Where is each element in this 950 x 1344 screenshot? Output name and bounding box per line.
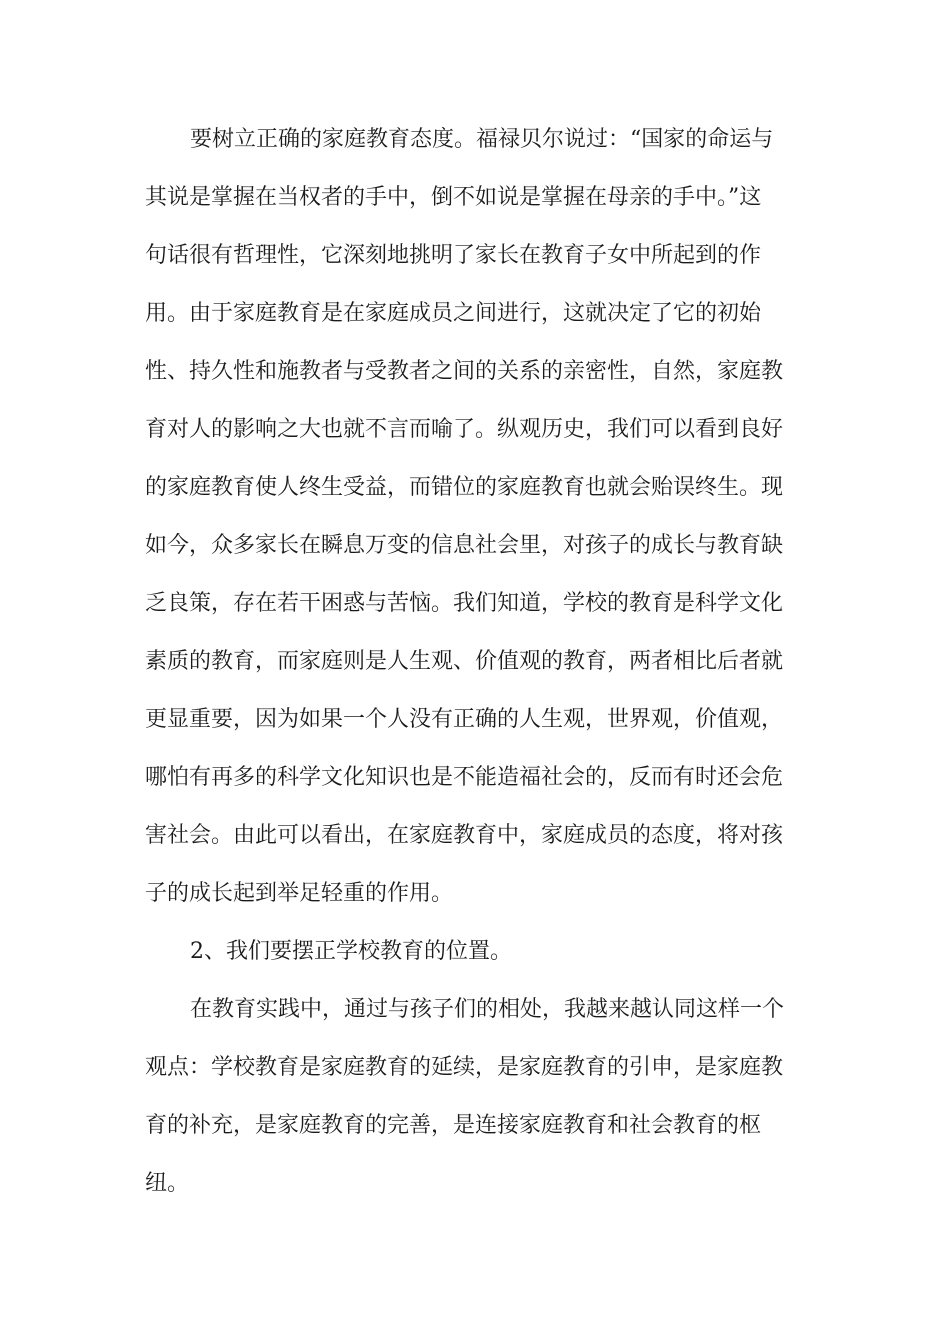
paragraph-1-line-4 [0, 294, 950, 334]
paragraph-text: 素质的教育，而家庭则是人生观、价值观的教育，两者相比后者就 [145, 649, 784, 674]
paragraph-2-line-1 [0, 990, 950, 1030]
paragraph-2-line-4 [0, 1164, 950, 1204]
paragraph-text: 其说是掌握在当权者的手中，倒不如说是掌握在母亲的手中。”这 [145, 185, 762, 210]
paragraph-1-line-13 [0, 816, 950, 856]
paragraph-2-line-2 [0, 1048, 950, 1088]
paragraph-text: 在教育实践中，通过与孩子们的相处，我越来越认同这样一个 [190, 997, 785, 1022]
paragraph-text: 的家庭教育使人终生受益，而错位的家庭教育也就会贻误终生。现 [145, 475, 784, 500]
paragraph-text: 更显重要，因为如果一个人没有正确的人生观，世界观，价值观， [145, 707, 784, 732]
paragraph-1-line-5 [0, 352, 950, 392]
paragraph-1-line-8 [0, 526, 950, 566]
paragraph-text: 育对人的影响之大也就不言而喻了。纵观历史，我们可以看到良好 [145, 417, 784, 442]
paragraph-1-line-14 [0, 874, 950, 914]
paragraph-text: 性、持久性和施教者与受教者之间的关系的亲密性，自然，家庭教 [145, 359, 784, 384]
paragraph-1-line-6 [0, 410, 950, 450]
paragraph-text: 子的成长起到举足轻重的作用。 [145, 881, 454, 906]
paragraph-1-line-1 [0, 120, 950, 160]
paragraph-1-line-2 [0, 178, 950, 218]
paragraph-text: 害社会。由此可以看出，在家庭教育中，家庭成员的态度，将对孩 [145, 823, 784, 848]
paragraph-text: 观点：学校教育是家庭教育的延续，是家庭教育的引申，是家庭教 [145, 1055, 784, 1080]
paragraph-text: 乏良策，存在若干困惑与苦恼。我们知道，学校的教育是科学文化 [145, 591, 784, 616]
paragraph-text: 纽。 [145, 1171, 190, 1196]
paragraph-text: 用。由于家庭教育是在家庭成员之间进行，这就决定了它的初始 [145, 301, 762, 326]
section-heading [0, 932, 950, 972]
paragraph-text: 要树立正确的家庭教育态度。福禄贝尔说过：“国家的命运与 [190, 127, 774, 152]
paragraph-1-line-11 [0, 700, 950, 740]
paragraph-2-line-3 [0, 1106, 950, 1146]
paragraph-text: 育的补充，是家庭教育的完善，是连接家庭教育和社会教育的枢 [145, 1113, 762, 1138]
paragraph-1-line-9 [0, 584, 950, 624]
paragraph-1-line-10 [0, 642, 950, 682]
paragraph-1-line-3 [0, 236, 950, 276]
paragraph-1-line-12 [0, 758, 950, 798]
paragraph-text: 句话很有哲理性，它深刻地挑明了家长在教育子女中所起到的作 [145, 243, 762, 268]
paragraph-text: 如今，众多家长在瞬息万变的信息社会里，对孩子的成长与教育缺 [145, 533, 784, 558]
paragraph-text: 哪怕有再多的科学文化知识也是不能造福社会的，反而有时还会危 [145, 765, 784, 790]
paragraph-1-line-7 [0, 468, 950, 508]
section-heading-text: 2、我们要摆正学校教育的位置。 [190, 939, 512, 964]
